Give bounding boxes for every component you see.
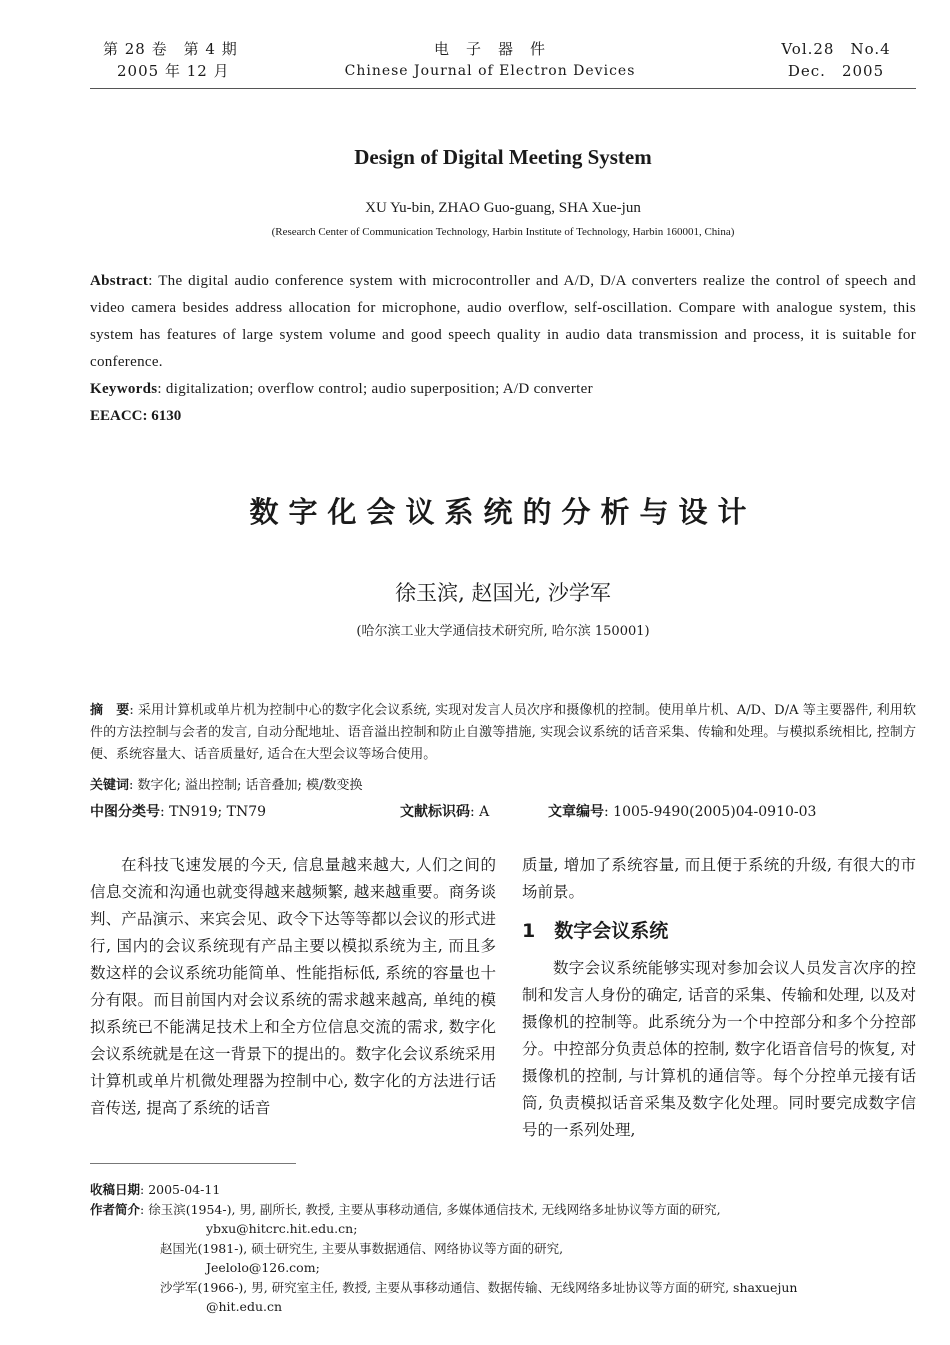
doc-code-label: 文献标识码: [400, 804, 470, 820]
author-bio-3: 沙学军(1966-), 男, 研究室主任, 教授, 主要从事移动通信、数据传输、无线网络多址协议等方面的研究, shaxuejun: [160, 1279, 798, 1295]
bio-label: 作者简介: [90, 1201, 141, 1217]
english-title: Design of Digital Meeting System: [354, 145, 652, 169]
chinese-affiliation: (哈尔滨工业大学通信技术研究所, 哈尔滨 150001): [356, 624, 650, 639]
doc-code-value: : A: [470, 804, 490, 820]
clc-value: : TN919; TN79: [160, 804, 267, 820]
author-bio-1: [90, 1200, 916, 1220]
bio-3-email: @hit.edu.cn: [206, 1299, 283, 1314]
bio-1-text: : 徐玉滨(1954-), 男, 副所长, 教授, 主要从事移动通信, 多媒体通信技术, 无线网络多址协议等方面的研究,: [140, 1201, 721, 1217]
chinese-keywords: [90, 775, 916, 797]
footnote: [90, 1180, 916, 1317]
header-date-en: Dec. 2005: [787, 62, 885, 80]
header-volume-issue: [103, 38, 273, 82]
body-left-column: [90, 852, 496, 1122]
article-number-value: : 1005-9490(2005)04-0910-03: [604, 804, 817, 820]
bio-2-email: Jeelolo@126.com;: [206, 1260, 320, 1275]
body-right-column: [522, 852, 916, 1144]
abstract-label: Abstract: [90, 273, 149, 289]
header-rule: [90, 88, 916, 89]
chinese-title: 数字化会议系统的分析与设计: [249, 495, 757, 529]
english-authors: XU Yu-bin, ZHAO Guo-guang, SHA Xue-jun: [365, 200, 641, 216]
received-date: [90, 1180, 916, 1200]
header-volume-en: [760, 38, 912, 82]
journal-name-en: Chinese Journal of Electron Devices: [344, 63, 636, 79]
article-number-label: 文章编号: [548, 804, 604, 820]
clc-number: [90, 801, 266, 823]
cn-keywords-label: 关键词: [90, 778, 130, 793]
chinese-authors: 徐玉滨, 赵国光, 沙学军: [395, 581, 611, 605]
header-date: 2005 年 12 月: [117, 62, 230, 80]
journal-name-cn: 电 子 器 件: [433, 40, 546, 58]
english-keywords: [90, 376, 916, 403]
section-heading: 1 数字会议系统: [522, 920, 669, 942]
abstract-text: : The digital audio conference system with microcontroller and A/D, D/A converters realize the control of speech and video camera besides address allocation for microphone, audio overflow, self-oscillation. Compare with analogue system, this system has features of large system volume and good speech quality in audio data transmission and process, it is suitable for conference.: [90, 273, 916, 370]
keywords-label: Keywords: [90, 381, 158, 397]
cn-keywords-text: : 数字化; 溢出控制; 话音叠加; 模/数变换: [129, 778, 363, 793]
header-volume: 第 28 卷 第 4 期: [103, 40, 238, 58]
clc-label: 中图分类号: [90, 804, 160, 820]
intro-paragraph-continued: 质量, 增加了系统容量, 而且便于系统的升级, 有很大的市场前景。: [522, 856, 916, 901]
author-bio-2: 赵国光(1981-), 硕士研究生, 主要从事数据通信、网络协议等方面的研究,: [160, 1240, 564, 1256]
chinese-abstract: [90, 700, 916, 766]
english-abstract: [90, 268, 916, 376]
received-value: : 2005-04-11: [140, 1182, 221, 1197]
section1-paragraph: 数字会议系统能够实现对参加会议人员发言次序的控制和发言人身份的确定, 话音的采集、传输和处理, 以及对摄像机的控制等。此系统分为一个中控部分和多个分控部分。中控部分负责总体的控制, 数字化语音信号的恢复, 对摄像机的控制, 与计算机的通信等。每个分控单元接有话筒, 负责模拟话音采集及数字化处理。同时要完成数字信号的一系列处理,: [522, 959, 916, 1139]
cn-abstract-label: 摘 要: [90, 703, 130, 718]
cn-abstract-text: : 采用计算机或单片机为控制中心的数字化会议系统, 实现对发言人员次序和摄像机的控制。使用单片机、A/D、D/A 等主要器件, 利用软件的方法控制与会者的发言, 自动分配地址、语音溢出控制和防止自激等措施, 实现会议系统的话音采集、传输和处理。与模拟系统相比, 控制方便、系统容量大、话音质量好, 适合在大型会议等场合使用。: [90, 703, 916, 762]
header-journal: [330, 38, 650, 82]
header-vol-no: Vol.28 No.4: [781, 40, 891, 58]
english-affiliation: (Research Center of Communication Technology, Harbin Institute of Technology, Harbin 160001, China): [271, 226, 735, 238]
keywords-text: : digitalization; overflow control; audio superposition; A/D converter: [157, 381, 593, 397]
bio-1-email: ybxu@hitcrc.hit.edu.cn;: [206, 1221, 358, 1236]
document-code: [400, 801, 489, 823]
article-number: [548, 801, 816, 823]
received-label: 收稿日期: [90, 1182, 141, 1197]
eeacc-code: EEACC: 6130: [90, 408, 182, 424]
intro-paragraph: 在科技飞速发展的今天, 信息量越来越大, 人们之间的信息交流和沟通也就变得越来越频繁, 越来越重要。商务谈判、产品演示、来宾会见、政令下达等等都以会议的形式进行, 国内的会议系统现有产品主要以模拟系统为主, 而且多数这样的会议系统功能简单、性能指标低, 系统的容量也十分有限。而目前国内对会议系统的需求越来越高, 单纯的模拟系统已不能满足技术上和全方位信息交流的需求, 数字化会议系统就是在这一背景下的提出的。数字化会议系统采用计算机或单片机微处理器为控制中心, 数字化的方法进行话音传送, 提高了系统的话音: [90, 856, 496, 1117]
footnote-rule: [90, 1163, 296, 1164]
